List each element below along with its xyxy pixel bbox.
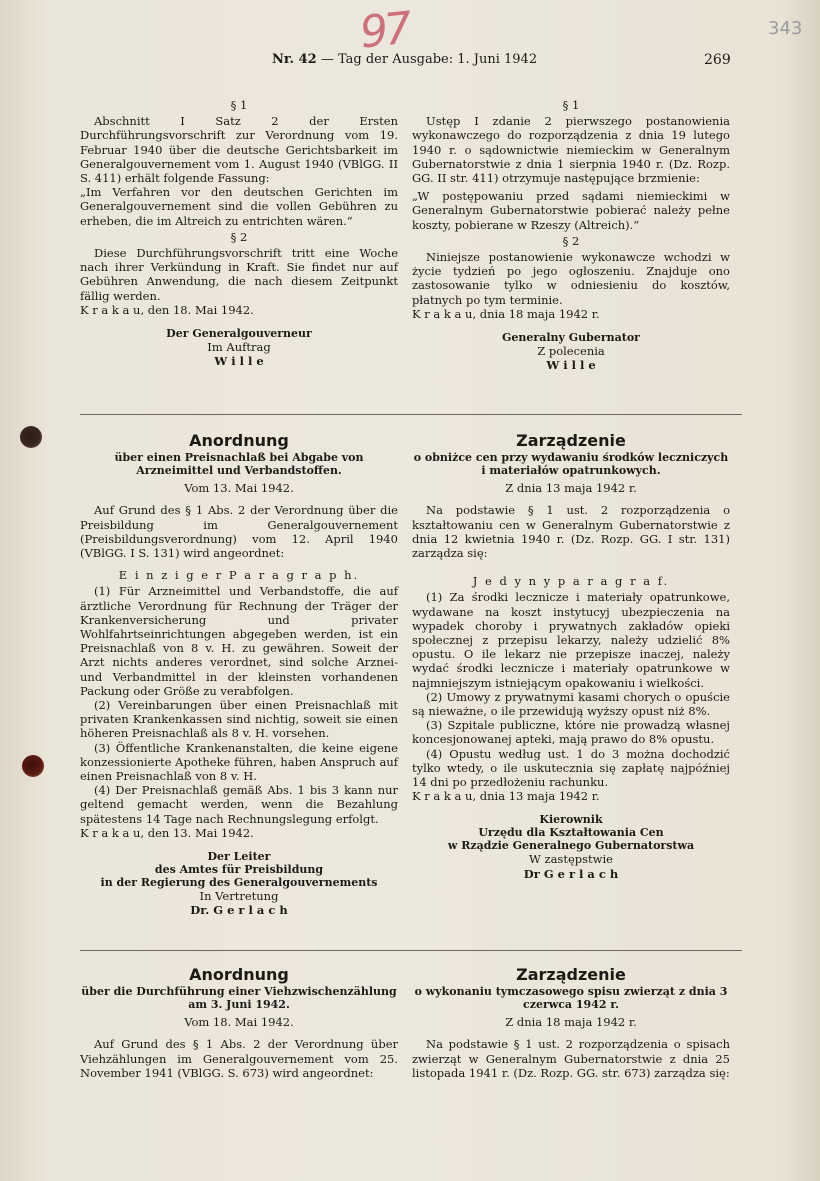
ordinance-title: Zarządzenie [516,431,626,450]
clause-1: (1) Za środki lecznicze i materiały opatrunkowe, wydawane na koszt instytucyj ubezpieczenia na wypadek choroby i prywatnych zakładów opieki społecznej z przepisu lekarzy, należy udzielić 8% opustu. O ile lekarz nie przepisze inaczej, należy wydać środki lecznicze i materiały opatrunkowe w najmniejszym istniejącym opakowaniu i wielkości. [412,590,730,690]
issue-number: Nr. 42 [272,52,317,67]
paragraph-heading: § 2 [230,229,248,244]
section-divider [80,950,742,951]
signer-name: W i l l e [546,358,596,373]
ordinance-title: Anordnung [189,965,289,984]
ordinance-subtitle: über die Durchführung einer Viehzwischenzählung am 3. Juni 1942. [81,985,397,1012]
section2-german [80,431,398,918]
punch-hole-top [20,426,42,448]
ordinance-date: Z dnia 18 maja 1942 r. [505,1015,637,1030]
place-date: K r a k a u, dnia 18 maja 1942 r. [412,306,600,321]
signer-line-2: Urzędu dla Kształtowania Cen [478,826,664,840]
section3-polish [412,965,730,1080]
clause-4: (4) Der Preisnachlaß gemäß Abs. 1 bis 3 kann nur geltend gemacht werden, wenn die Bezahlung spätestens 14 Tage nach Rechnungslegung erfolgt. [80,783,398,826]
signer-role: Im Auftrag [207,340,271,355]
punch-hole-bottom [22,755,44,777]
paragraph-text: Abschnitt I Satz 2 der Ersten Durchführungsvorschrift zur Verordnung vom 19. Februar 1940 über die deutsche Gerichtsbarkeit im Generalgouvernement vom 1. August 1940 (VBlGG. II S. 411) erhält folgende Fassung: [80,114,398,186]
intro-text: Na podstawie § 1 ust. 2 rozporządzenia o kształtowaniu cen w Generalnym Gubernatorstwie z dnia 12 kwietnia 1940 r. (Dz. Rozp. GG. I str. 131) zarządza się: [412,503,730,561]
signer-title: Der Generalgouverneur [166,327,312,341]
section1-german [80,96,398,368]
signer-role: W zastępstwie [529,852,613,867]
signer-line-3: w Rządzie Generalnego Gubernatorstwa [447,839,695,853]
intro-text: Auf Grund des § 1 Abs. 2 der Verordnung über die Preisbildung im Generalgouvernement (Preisbildungsverordnung) vom 12. April 1940 (VBlGG. I S. 131) wird angeordnet: [80,503,398,561]
section3-german [80,965,398,1080]
handwritten-page-number: 97 [357,2,411,59]
paragraph-text: Niniejsze postanowienie wykonawcze wchodzi w życie tydzień po jego ogłoszeniu. Znajduje ono zastosowanie tylko w odniesieniu do kosztów, płatnych po tym terminie. [412,250,730,307]
place-date: K r a k a u, dnia 13 maja 1942 r. [412,789,600,804]
paragraph-heading: E i n z i g e r P a r a g r a p h. [118,568,360,583]
archive-number: 343 [768,18,803,39]
paragraph-heading: § 1 [562,98,580,112]
ordinance-date: Z dnia 13 maja 1942 r. [505,481,637,496]
signer-name: Dr G e r l a c h [523,866,619,881]
paragraph-text: Ustęp I zdanie 2 pierwszego postanowienia wykonawczego do rozporządzenia z dnia 19 lutego 1940 r. o sądownictwie niemieckim w Generalnym Gubernatorstwie z dnia 1 sierpnia 1940 r. (Dz. Rozp. GG. II str. 411) otrzymuje następujące brzmienie: [412,114,730,186]
signer-name: Dr. G e r l a c h [190,903,288,918]
issue-line [272,52,537,67]
paragraph-text: Diese Durchführungsvorschrift tritt eine Woche nach ihrer Verkündung in Kraft. Sie findet nur auf Gebühren Anwendung, die nach diesem Zeitpunkt fällig werden. [80,246,398,303]
signer-line-3: in der Regierung des Generalgouvernements [100,876,378,890]
signer-role: Z polecenia [537,344,605,359]
paragraph-heading: J e d y n y p a r a g r a f. [472,574,670,589]
ordinance-date: Vom 13. Mai 1942. [184,481,294,496]
signer-role: In Vertretung [199,889,279,904]
place-date: K r a k a u, den 18. Mai 1942. [80,302,254,317]
intro-text: Auf Grund des § 1 Abs. 2 der Verordnung über Viehzählungen im Generalgouvernement vom 25. November 1941 (VBlGG. S. 673) wird angeordnet: [80,1037,398,1080]
page-header [0,52,820,72]
signer-name: W i l l e [214,354,264,369]
clause-4: (4) Opustu według ust. 1 do 3 można dochodzić tylko wtedy, o ile uskutecznia się zapłatę najpóźniej 14 dni po przedłożeniu rachunku. [412,746,730,790]
clause-2: (2) Umowy z prywatnymi kasami chorych o opuście są nieważne, o ile przewidują wyższy opust niż 8%. [412,689,730,719]
paragraph-heading: § 2 [562,233,580,248]
ordinance-subtitle: o obniżce cen przy wydawaniu środków leczniczych i materiałów opatrunkowych. [413,451,729,478]
quoted-text: „Im Verfahren vor den deutschen Gerichten im Generalgouvernement sind die vollen Gebühren zu erheben, die im Altreich zu entrichten wären.“ [80,185,398,228]
issue-date: — Tag der Ausgabe: 1. Juni 1942 [320,52,538,67]
clause-3: (3) Öffentliche Krankenanstalten, die keine eigene konzessionierte Apotheke führen, haben Anspruch auf einen Preisnachlaß von 8 v. H. [80,740,398,784]
signer-line-1: Kierownik [539,813,603,827]
ordinance-subtitle: o wykonaniu tymczasowego spisu zwierząt z dnia 3 czerwca 1942 r. [414,985,728,1012]
ordinance-subtitle: über einen Preisnachlaß bei Abgabe von Arzneimittel und Verbandstoffen. [114,451,364,478]
ordinance-date: Vom 18. Mai 1942. [184,1015,294,1030]
section-divider [80,414,742,415]
intro-text: Na podstawie § 1 ust. 2 rozporządzenia o spisach zwierząt w Generalnym Gubernatorstwie z dnia 25 listopada 1941 r. (Dz. Rozp. GG. str. 673) zarządza się: [412,1037,730,1080]
signer-title: Generalny Gubernator [502,331,640,345]
ordinance-title: Zarządzenie [516,965,626,984]
signer-line-1: Der Leiter [207,850,271,864]
clause-3: (3) Szpitale publiczne, które nie prowadzą własnej koncesjonowanej apteki, mają prawo do 8% opustu. [412,718,730,747]
place-date: K r a k a u, den 13. Mai 1942. [80,825,254,840]
quoted-text: „W postępowaniu przed sądami niemieckimi w Generalnym Gubernatorstwie pobierać należy pełne koszty, pobierane w Rzeszy (Altreich).“ [412,189,730,232]
section2-polish [412,431,730,881]
signer-line-2: des Amtes für Preisbildung [154,863,324,877]
page-number: 269 [704,52,731,68]
paragraph-heading: § 1 [230,98,248,112]
clause-1: (1) Für Arzneimittel und Verbandstoffe, die auf ärztliche Verordnung für Rechnung der Träger der Krankenversicherung und privater Wohlfahrtseinrichtungen abgegeben werden, ist ein Preisnachlaß von 8 v. H. zu gewähren. Soweit der Arzt nichts anderes verordnet, sind solche Arznei- und Verbandmittel in der kleinsten vorhandenen Packung oder Größe zu verabfolgen. [80,584,398,698]
section1-polish [412,96,730,372]
ordinance-title: Anordnung [189,431,289,450]
clause-2: (2) Vereinbarungen über einen Preisnachlaß mit privaten Krankenkassen sind nichtig, soweit sie einen höheren Preisnachlaß als 8 v. H. vorsehen. [80,698,398,741]
